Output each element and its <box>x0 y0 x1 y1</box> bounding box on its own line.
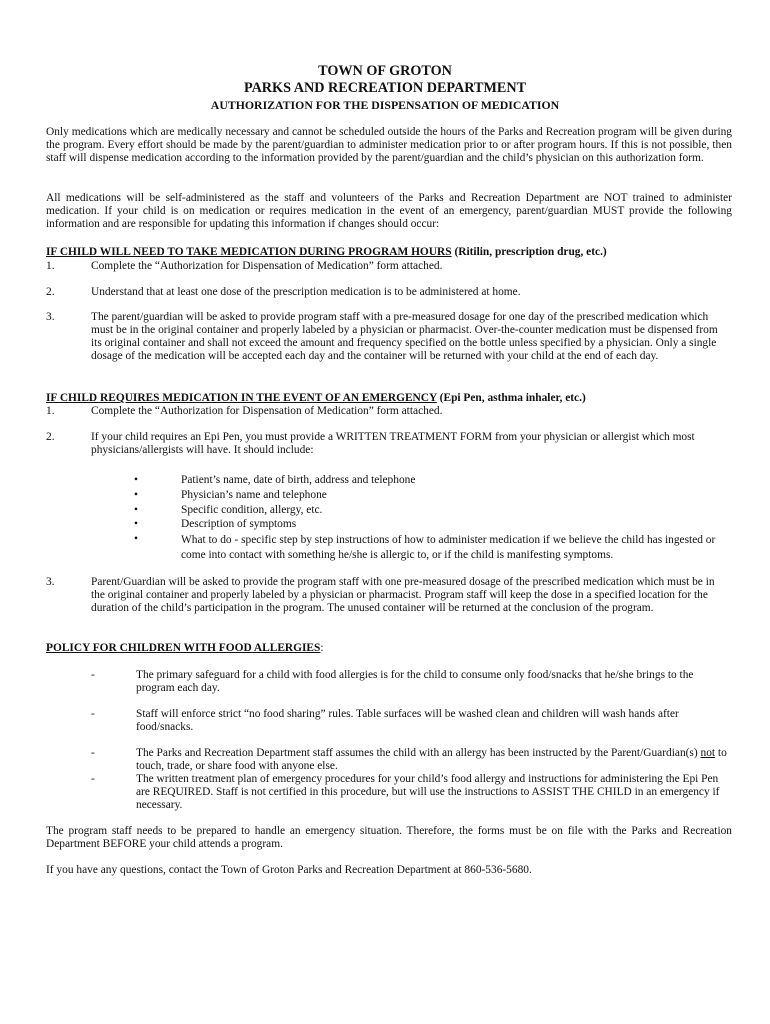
bullet-5-marker: • <box>134 533 138 545</box>
closing-paragraph-2: If you have any questions, contact the Town of Groton Parks and Recreation Department at 860-536-5680. <box>46 864 532 876</box>
food-item-3-emphasis: not <box>700 747 716 759</box>
food-item-1: The primary safeguard for a child with food allergies is for the child to consume only food/snacks that he/she brings to the program each day. <box>136 669 694 694</box>
bullet-3: Specific condition, allergy, etc. <box>181 504 323 516</box>
title-form: AUTHORIZATION FOR THE DISPENSATION OF MEDICATION <box>210 98 560 112</box>
intro-paragraph-1: Only medications which are medically necessary and cannot be scheduled outside the hours of the Parks and Recreation program will be given during the program. Every effort should be made by the parent/guardian to administer medication prior to or after program hours. If this is not possible, then staff will dispense medication according to the information provided by the parent/guardian and the child’s physician on this authorization form. <box>46 126 732 164</box>
food-item-1-marker: - <box>91 669 95 681</box>
bullet-4-marker: • <box>134 518 138 530</box>
closing-paragraph-1: The program staff needs to be prepared to handle an emergency situation. Therefore, the forms must be on file with the Parks and Recreation Department BEFORE your child attends a program. <box>46 825 732 850</box>
bullet-1-marker: • <box>134 474 138 486</box>
section2-item-2: If your child requires an Epi Pen, you must provide a WRITTEN TREATMENT FORM from your physician or allergist which most physicians/allergists will have. It should include: <box>91 431 695 456</box>
food-item-3-text-start: The Parks and Recreation Department staff assumes the child with an allergy has been instructed by the Parent/Guardian(s) <box>136 747 701 759</box>
bullet-3-marker: • <box>134 504 138 516</box>
section3-heading <box>46 642 732 655</box>
section1-item-1: Complete the “Authorization for Dispensation of Medication” form attached. <box>91 260 443 272</box>
title-town: TOWN OF GROTON <box>318 63 452 79</box>
section2-item-1: Complete the “Authorization for Dispensation of Medication” form attached. <box>91 405 443 417</box>
section1-heading <box>46 246 732 259</box>
bullet-5: What to do - specific step by step instructions of how to administer medication if we believe the child has ingested or come into contact with something he/she is allergic to, or if the child is manifesting symptoms. <box>181 534 716 561</box>
food-item-2: Staff will enforce strict “no food sharing” rules. Table surfaces will be washed clean and children will wash hands after food/snacks. <box>136 708 679 733</box>
section1-heading-note: (Ritilin, prescription drug, etc.) <box>451 246 607 258</box>
food-item-4: The written treatment plan of emergency procedures for your child’s food allergy and instructions for administering the Epi Pen are REQUIRED. Staff is not certified in this procedure, but will use the instructions to ASSIST THE CHILD in an emergency if necessary. <box>136 773 720 811</box>
intro-paragraph-2: All medications will be self-administered as the staff and volunteers of the Parks and Recreation Department are NOT trained to administer medication. If your child is on medication or requires medication in the event of an emergency, parent/guardian MUST provide the following information and are responsible for updating this information if changes should occur: <box>46 192 732 230</box>
section1-item-2-number: 2. <box>46 286 55 298</box>
food-item-3-marker: - <box>91 747 95 759</box>
section2-heading <box>46 392 732 405</box>
title-department: PARKS AND RECREATION DEPARTMENT <box>243 80 527 96</box>
section2-item-1-number: 1. <box>46 405 55 417</box>
bullet-4: Description of symptoms <box>181 518 297 530</box>
section2-item-3-number: 3. <box>46 576 55 588</box>
food-item-2-marker: - <box>91 708 95 720</box>
bullet-2-marker: • <box>134 489 138 501</box>
section1-item-3: The parent/guardian will be asked to provide program staff with a pre-measured dosage for one day of the prescribed medication which must be in the original container and properly labeled by a physician or pharmacist. Over-the-counter medication must be dispensed from its original container and shall not exceed the amount and frequency specified on the bottle unless specified by a physician. Only a single dosage of the medication will be accepted each day and the container will be returned with your child at the end of each day. <box>91 311 718 362</box>
bullet-1: Patient’s name, date of birth, address and telephone <box>181 474 416 486</box>
food-item-4-marker: - <box>91 773 95 785</box>
section1-heading-title: IF CHILD WILL NEED TO TAKE MEDICATION DURING PROGRAM HOURS <box>46 246 452 258</box>
bullet-2: Physician’s name and telephone <box>181 489 327 501</box>
section1-item-3-number: 3. <box>46 311 55 323</box>
section2-heading-note: (Epi Pen, asthma inhaler, etc.) <box>436 392 586 404</box>
section3-heading-title: POLICY FOR CHILDREN WITH FOOD ALLERGIES <box>46 642 321 654</box>
section2-item-2-number: 2. <box>46 431 55 443</box>
section1-item-2: Understand that at least one dose of the prescription medication is to be administered at home. <box>91 286 521 298</box>
section1-item-1-number: 1. <box>46 260 55 272</box>
section2-heading-title: IF CHILD REQUIRES MEDICATION IN THE EVENT OF AN EMERGENCY <box>46 392 437 404</box>
section2-item-3: Parent/Guardian will be asked to provide the program staff with one pre-measured dosage of the prescribed medication which must be in the original container and properly labeled by a physician or pharmacist. Program staff will keep the dose in a specified location for the duration of the child’s participation in the program. The unused container will be returned at the conclusion of the program. <box>91 576 715 614</box>
section3-heading-colon: : <box>320 642 324 654</box>
food-item-3 <box>136 747 730 773</box>
food-item-3-text-end: to touch, trade, or share food with anyone else. <box>136 747 727 772</box>
